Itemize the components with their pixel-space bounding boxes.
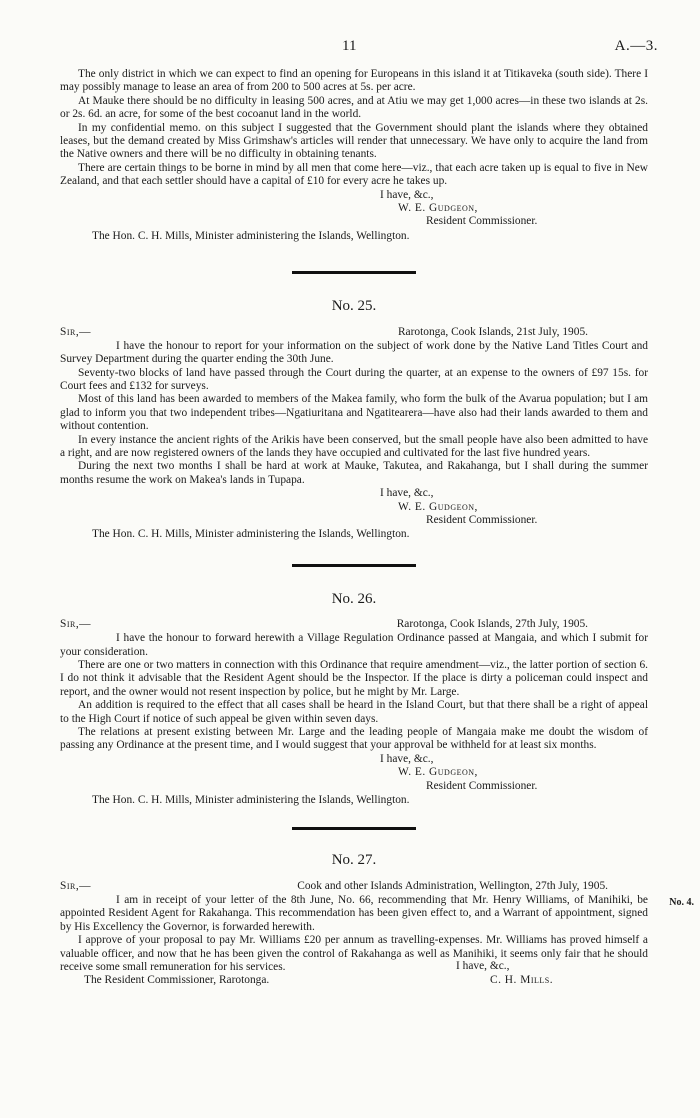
intro-paragraph-4: There are certain things to be borne in mind by all men that come here—viz., that each acre taken up is equal to five in New Zealand, and that each settler should have a capital of £10 for every acre he takes up. <box>60 161 648 188</box>
addressee: The Hon. C. H. Mills, Minister administering the Islands, Wellington. <box>92 229 410 242</box>
closing: I have, &c., <box>380 188 434 201</box>
letter-paragraph-3: Most of this land has been awarded to members of the Makea family, who form the bulk of the Avarua population; but I am glad to inform you that two independent tribes—Ngatiuritana and Ngatitearera—have also had their lands awarded to them and without contention. <box>60 393 648 433</box>
intro-signature <box>60 189 648 229</box>
letter-paragraph-2: There are one or two matters in connection with this Ordinance that require amendment—viz., the latter portion of section 6. I do not think it advisable that the Resident Agent should be the Inspector. If the place is dirty a policeman could inspect and report, and the owner would not resent inspection by police, but he might by Mr. Large. <box>60 659 648 698</box>
letter-paragraph-4: In every instance the ancient rights of the Arikis have been conserved, but the small people have also been admitted to have a right, and are now registered owners of the lands they have occupied and cultivated for the last five hundred years. <box>60 433 648 459</box>
signer: C. H. Mills. <box>490 974 554 987</box>
intro-paragraph-2: At Mauke there should be no difficulty in leasing 500 acres, and at Atiu we may get 1,000 acres—in these two islands at 2s. or 2s. 6d. an acre, for some of the best cocoanut land in the world. <box>60 94 648 121</box>
signer-title: Resident Commissioner. <box>426 513 538 526</box>
letter-paragraph-3: An addition is required to the effect that all cases shall be heard in the Island Court, but that there shall be a right of appeal to the High Court if notice of such appeal be given within seven days. <box>60 699 648 725</box>
letter-number: No. 27. <box>331 852 377 869</box>
letter-signature <box>60 487 648 527</box>
salutation: Sir,— <box>60 325 92 338</box>
signer: W. E. Gudgeon, <box>398 202 478 215</box>
closing-row <box>60 960 648 988</box>
page-header <box>60 38 658 68</box>
margin-note: No. 4. <box>669 896 694 908</box>
letter-number: No. 26. <box>331 590 377 607</box>
salutation-row <box>60 880 648 894</box>
addressee: The Hon. C. H. Mills, Minister administering the Islands, Wellington. <box>92 528 410 541</box>
addressee: The Hon. C. H. Mills, Minister administering the Islands, Wellington. <box>92 794 410 807</box>
letter-paragraph-2: I approve of your proposal to pay Mr. Williams £20 per annum as travelling-expenses. Mr. Williams has proved himself a valuable officer, and now that he has been given the control of Rakahanga as well as Manihiki, it seems only fair that he should receive some small remuneration for his services. <box>60 934 648 973</box>
salutation-row <box>60 326 648 340</box>
dateline: Rarotonga, Cook Islands, 27th July, 1905. <box>396 618 588 631</box>
signer-title: Resident Commissioner. <box>426 779 538 792</box>
letter-27 <box>60 852 694 988</box>
document-page <box>60 38 694 988</box>
closing: I have, &c., <box>456 960 510 973</box>
signer: W. E. Gudgeon, <box>398 500 478 513</box>
signer-title: Resident Commissioner. <box>426 215 538 228</box>
closing: I have, &c., <box>380 752 434 765</box>
letter-signature <box>60 753 648 793</box>
intro-section <box>60 68 648 243</box>
letter-paragraph-2: Seventy-two blocks of land have passed through the Court during the quarter, at an expense to the owners of £97 15s. for Court fees and £132 for surveys. <box>60 366 648 392</box>
letter-25 <box>60 300 648 542</box>
letter-number: No. 25. <box>331 298 377 315</box>
closing: I have, &c., <box>380 487 434 500</box>
letter-26 <box>60 590 648 808</box>
dateline: Rarotonga, Cook Islands, 21st July, 1905. <box>397 325 588 338</box>
letter-paragraph-5: During the next two months I shall be hard at work at Mauke, Takutea, and Rakahanga, but I shall during the summer months resume the work on Makea's lands in Tupapa. <box>60 460 648 486</box>
letter-paragraph-1: I am in receipt of your letter of the 8th June, No. 66, recommending that Mr. Henry Williams, of Manihiki, be appointed Resident Agent for Rakahanga. This recommendation has been given effect to, and a Warrant of appointment, signed by His Excellency the Governor, is forwarded herewith. <box>60 893 648 933</box>
intro-paragraph-1: The only district in which we can expect to find an opening for Europeans in this island it at Titikaveka (south side). There I may possibly manage to lease an area of from 200 to 500 acres at 5s. per acre. <box>60 68 648 94</box>
salutation-row <box>60 618 648 632</box>
salutation: Sir,— <box>60 879 92 892</box>
letter-paragraph-1: I have the honour to report for your information on the subject of work done by the Native Land Titles Court and Survey Department during the quarter ending the 30th June. <box>60 339 648 366</box>
salutation: Sir,— <box>60 618 92 631</box>
page-number: 11 <box>342 38 357 54</box>
addressee: The Resident Commissioner, Rarotonga. <box>84 974 270 987</box>
signer: W. E. Gudgeon, <box>398 766 478 779</box>
document-reference: A.—3. <box>614 38 658 54</box>
letter-paragraph-1: I have the honour to forward herewith a Village Regulation Ordinance passed at Mangaia, and which I submit for your consideration. <box>60 632 648 658</box>
letter-paragraph-4: The relations at present existing between Mr. Large and the leading people of Mangaia make me doubt the wisdom of passing any Ordinance at the present time, and I would suggest that your approval be withheld for at least six months. <box>60 726 648 752</box>
intro-paragraph-3: In my confidential memo. on this subject I suggested that the Government should plant the islands where they obtained leases, but the demand created by Miss Grimshaw's articles will render that unnecessary. We have only to acquire the land from the Native owners and there will be no difficulty in obtaining tenants. <box>60 121 648 161</box>
dateline: Cook and other Islands Administration, Wellington, 27th July, 1905. <box>297 879 608 892</box>
